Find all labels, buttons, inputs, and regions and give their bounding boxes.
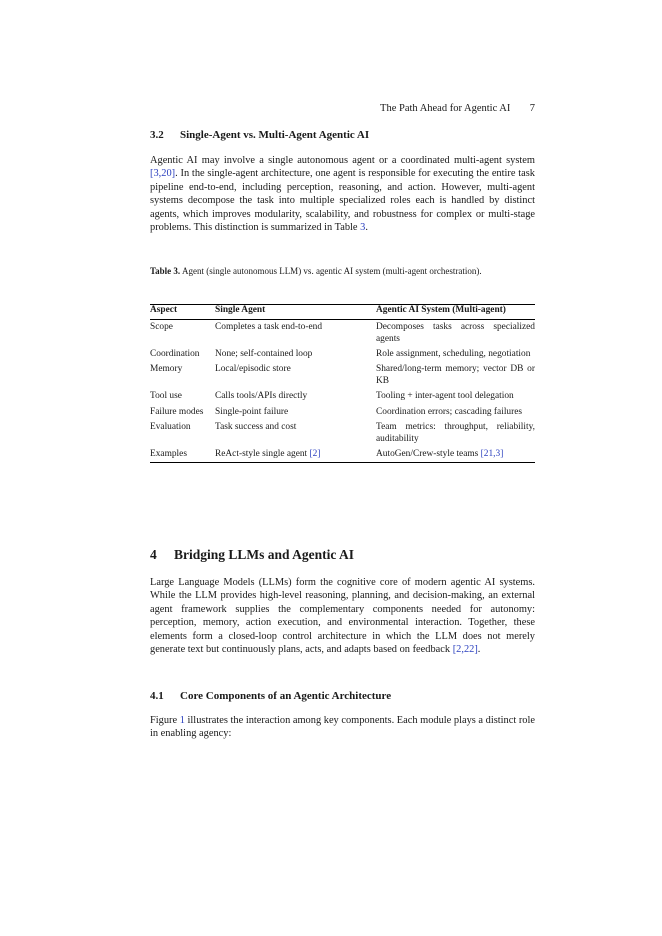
table-row [150, 420, 535, 447]
cell-single: Local/episodic store [215, 364, 291, 375]
text-run: Figure [150, 715, 180, 726]
table-header-row [150, 305, 535, 320]
cell-multi: Team metrics: throughput, reliability, auditability [376, 421, 535, 444]
header-multi-agent: Agentic AI System (Multi-agent) [376, 305, 535, 320]
section-number: 4 [150, 547, 157, 562]
cell-multi: Decomposes tasks across specialized agents [376, 321, 535, 344]
cell-aspect: Tool use [150, 391, 182, 402]
table-label: Table 3. [150, 266, 181, 276]
paragraph-4 [150, 576, 535, 656]
table-row [150, 347, 535, 362]
cell-multi: Coordination errors; cascading failures [376, 406, 523, 417]
cell-single: None; self-contained loop [215, 348, 313, 359]
text-run: Agentic AI may involve a single autonomous agent or a coordinated multi-agent system [150, 155, 535, 166]
comparison-table [150, 304, 535, 463]
citation-link[interactable]: [2] [309, 448, 321, 459]
table-row [150, 447, 535, 463]
text-run: illustrates the interaction among key components. Each module plays a distinct role in enabling agency: [150, 715, 535, 740]
table-row [150, 405, 535, 420]
subsection-heading-4-1 [150, 690, 391, 703]
section-title: Bridging LLMs and Agentic AI [174, 547, 355, 562]
cell-single [215, 447, 376, 463]
cell-aspect: Coordination [150, 348, 200, 359]
citation-link[interactable]: [21,3] [480, 448, 504, 459]
cell-aspect: Failure modes [150, 406, 204, 417]
table-row [150, 389, 535, 404]
section-heading-4 [150, 547, 354, 563]
header-single-agent: Single Agent [215, 305, 376, 320]
text-run: . [477, 644, 481, 656]
header-aspect: Aspect [150, 305, 215, 320]
running-title: The Path Ahead for Agentic AI [380, 103, 511, 114]
paragraph-4-1 [150, 714, 535, 741]
cell-single: Completes a task end-to-end [215, 321, 323, 332]
text-run: . [365, 222, 368, 234]
table-row [150, 362, 535, 389]
citation-link[interactable]: [2,22] [452, 644, 478, 656]
subsection-heading-3-2 [150, 129, 369, 142]
cell-multi [376, 447, 535, 463]
table-reference-link[interactable]: 3 [360, 222, 366, 234]
citation-link[interactable]: [3,20] [150, 168, 176, 180]
text-run: Large Language Models (LLMs) form the cognitive core of modern agentic AI systems. While the LLM provides high-level reasoning, planning, and decision-making, an external agent framework supplies the complementary components needed for autonomy: perception, memory, action execution, and environmental interaction. Together, these elements form a closed-loop control architecture in which the LLM does not merely generate text but continuously plans, acts, and adapts based on feedback [150, 577, 535, 656]
page-number: 7 [529, 103, 535, 114]
running-head [150, 103, 535, 115]
paragraph-3-2 [150, 154, 535, 234]
table-row [150, 319, 535, 347]
cell-single: Calls tools/APIs directly [215, 391, 308, 402]
table-caption-text: Agent (single autonomous LLM) vs. agentic AI system (multi-agent orchestration). [181, 266, 482, 276]
subsection-number: 3.2 [150, 129, 164, 141]
cell-multi: Shared/long-term memory; vector DB or KB [376, 364, 535, 386]
cell-single: Single-point failure [215, 406, 289, 417]
cell-single: Task success and cost [215, 421, 297, 432]
subsection-title: Core Components of an Agentic Architecture [180, 690, 392, 702]
table-caption [150, 265, 535, 278]
cell-aspect: Scope [150, 321, 173, 332]
cell-text: AutoGen/Crew-style teams [376, 448, 481, 459]
cell-aspect: Evaluation [150, 421, 191, 432]
cell-multi: Role assignment, scheduling, negotiation [376, 348, 531, 359]
text-run: . In the single-agent architecture, one agent is responsible for executing the entire task pipeline end-to-end, including perception, reasoning, and action. However, multi-agent systems decompose the task into multiple specialized roles each is handled by distinct agents, which improves modularity, scalability, and robustness for complex or multi-stage problems. This distinction is summarized in Table [150, 168, 535, 234]
subsection-title: Single-Agent vs. Multi-Agent Agentic AI [180, 129, 370, 141]
cell-aspect: Memory [150, 364, 183, 375]
cell-multi: Tooling + inter-agent tool delegation [376, 391, 514, 402]
cell-text: ReAct-style single agent [215, 448, 310, 459]
cell-aspect: Examples [150, 448, 187, 459]
subsection-number: 4.1 [150, 690, 164, 702]
figure-reference-link[interactable]: 1 [179, 715, 185, 726]
